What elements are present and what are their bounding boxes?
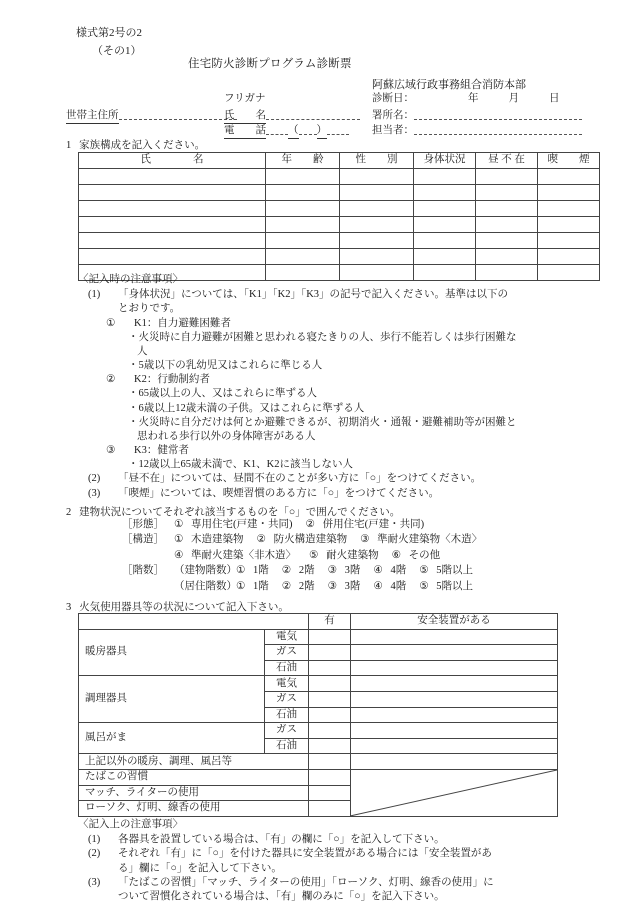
note-text: それぞれ「有」に「○」を付けた器具に安全装置がある場合には「安全装置があ: [118, 848, 492, 860]
option-marker: ⑥: [391, 549, 402, 561]
notes1-body: [66, 288, 622, 501]
note-subitem-marker: ①: [106, 317, 116, 329]
option-marker: ①: [174, 519, 184, 530]
family-cell[interactable]: [414, 169, 476, 185]
option-marker: ④: [174, 549, 184, 561]
building-option[interactable]: [174, 534, 244, 545]
table-row: [79, 249, 600, 265]
family-table-body: [79, 169, 600, 281]
note-item: [66, 288, 622, 302]
building-option[interactable]: [328, 581, 361, 592]
family-cell[interactable]: [340, 217, 414, 233]
equip-fuel-label: 電気: [265, 629, 309, 645]
family-cell[interactable]: [414, 217, 476, 233]
equip-safety-cell[interactable]: [351, 723, 558, 739]
option-label: 3階: [344, 580, 361, 592]
note-text: 「たばこの習慣」「マッチ、ライターの使用」「ローソク、灯明、線香の使用」に: [118, 876, 494, 888]
family-cell[interactable]: [266, 217, 340, 233]
equip-has-cell[interactable]: [309, 801, 351, 817]
household-address-row: [66, 108, 237, 124]
section2-heading-text: 建物状況についてそれぞれ該当するものを「○」で囲んでください。: [79, 507, 401, 518]
family-cell[interactable]: [266, 249, 340, 265]
option-label: 2階: [298, 565, 315, 577]
family-cell[interactable]: [414, 233, 476, 249]
equip-safety-cell[interactable]: [351, 676, 558, 692]
note-number: (1): [88, 834, 101, 846]
building-option-category: ［構造］: [122, 534, 164, 546]
equip-group-label: 暖房器具: [79, 629, 265, 676]
building-option[interactable]: [419, 581, 473, 592]
option-label: 5階以上: [436, 580, 473, 592]
equip-fuel-label: ガス: [265, 691, 309, 707]
note-bullet: ・6歳以上12歳未満の子供。又はこれらに準ずる人: [128, 402, 365, 414]
family-cell[interactable]: [476, 185, 538, 201]
family-cell[interactable]: [79, 217, 266, 233]
staff-input[interactable]: [414, 123, 582, 135]
option-label: 専用住宅(戸建・共同): [191, 519, 293, 530]
option-marker: ④: [373, 580, 383, 592]
family-cell[interactable]: [340, 185, 414, 201]
equip-has-cell[interactable]: [309, 769, 351, 785]
option-label: 5階以上: [436, 565, 473, 577]
col-header-health: 身体状況: [414, 153, 476, 169]
table-row: [79, 676, 558, 692]
equip-has-cell[interactable]: [309, 645, 351, 661]
note-number: (2): [88, 473, 101, 485]
equip-safety-not-applicable: [351, 769, 558, 816]
family-cell[interactable]: [79, 249, 266, 265]
note-subitem-text: K3：健常者: [134, 445, 189, 457]
name-row: [224, 108, 360, 124]
section2-number: 2: [66, 507, 72, 518]
note-text: 「昼不在」については、昼間不在のことが多い方に「○」をつけてください。: [118, 473, 482, 485]
option-label: 木造建築物: [191, 534, 244, 546]
option-marker: ②: [305, 519, 315, 530]
furigana-label: フリガナ: [224, 93, 266, 104]
family-cell[interactable]: [79, 169, 266, 185]
telephone-input-1[interactable]: [266, 123, 288, 135]
station-name-input[interactable]: [414, 108, 582, 120]
building-option[interactable]: [360, 534, 482, 545]
col-header-name: 氏 名: [79, 153, 266, 169]
building-option[interactable]: [236, 565, 269, 576]
telephone-input-2[interactable]: [299, 123, 317, 135]
equip-has-cell[interactable]: [309, 691, 351, 707]
family-cell[interactable]: [538, 169, 600, 185]
section1-notes: [66, 273, 622, 501]
equip-has-cell[interactable]: [309, 707, 351, 723]
building-option-subcategory: （居住階数）: [174, 580, 237, 592]
family-cell[interactable]: [414, 201, 476, 217]
note-bullet-continuation: 思われる歩行以外の身体障害がある人: [137, 430, 316, 442]
family-cell[interactable]: [414, 249, 476, 265]
building-option[interactable]: [236, 581, 269, 592]
equip-has-cell[interactable]: [309, 629, 351, 645]
note-text: 「喫煙」については、喫煙習慣のある方に「○」をつけてください。: [118, 487, 440, 499]
section1-heading-text: 家族構成を記入ください。: [79, 140, 206, 151]
equip-fuel-label: ガス: [265, 723, 309, 739]
option-label: 3階: [344, 565, 361, 577]
section3-heading-text: 火気使用器具等の状況について記入下さい。: [79, 602, 289, 613]
notes2-title: 〈記入上の注意事項〉: [78, 819, 183, 830]
option-label: 1階: [253, 565, 269, 577]
building-option[interactable]: [174, 519, 293, 530]
family-cell[interactable]: [340, 169, 414, 185]
tel-paren-close: ）: [317, 124, 328, 139]
diagnosis-date-label: 診断日：: [372, 93, 414, 104]
building-option[interactable]: [174, 550, 296, 561]
telephone-input-3[interactable]: [327, 123, 349, 135]
table-row: [79, 754, 558, 770]
note-number: (3): [88, 487, 101, 499]
building-option[interactable]: [373, 581, 406, 592]
family-cell[interactable]: [476, 249, 538, 265]
building-option[interactable]: [282, 581, 315, 592]
table-row: [79, 723, 558, 739]
note-subitem-text: K1：自力避難困難者: [134, 317, 231, 329]
equip-item-label: ローソク、灯明、線香の使用: [79, 801, 309, 817]
note-subitem-text: K2：行動制約者: [134, 374, 210, 386]
note-item: [66, 487, 622, 501]
family-cell[interactable]: [476, 201, 538, 217]
family-composition-table: [78, 152, 600, 281]
note-subitem: [66, 317, 622, 331]
note-bullet: ・65歳以上の人、又はこれらに準ずる人: [128, 388, 317, 400]
note-item: [66, 833, 622, 847]
equip-fuel-label: 石油: [265, 738, 309, 754]
family-cell[interactable]: [538, 185, 600, 201]
table-row: [79, 185, 600, 201]
equip-group-label: 風呂がま: [79, 723, 265, 754]
fire-equipment-table-body: [79, 614, 558, 817]
option-label: 2階: [298, 580, 315, 592]
note-bullet: ・12歳以上65歳未満で、K1、K2に該当しない人: [128, 459, 353, 471]
equip-safety-cell[interactable]: [351, 660, 558, 676]
table-row: [79, 769, 558, 785]
col-header-age: 年 齢: [266, 153, 340, 169]
option-marker: ②: [281, 565, 292, 577]
equip-safety-cell[interactable]: [351, 738, 558, 754]
equip-safety-cell[interactable]: [351, 629, 558, 645]
telephone-row: [224, 123, 349, 139]
equip-safety-cell[interactable]: [351, 645, 558, 661]
building-option-category: ［形態］: [122, 519, 164, 530]
equip-safety-cell[interactable]: [351, 707, 558, 723]
equip-has-cell[interactable]: [309, 723, 351, 739]
family-cell[interactable]: [266, 233, 340, 249]
option-marker: ③: [327, 565, 338, 577]
day-label: 日: [549, 93, 560, 104]
table-row: [79, 217, 600, 233]
name-input[interactable]: [266, 108, 360, 120]
equip-fuel-label: 石油: [265, 707, 309, 723]
family-cell[interactable]: [538, 201, 600, 217]
family-cell[interactable]: [340, 233, 414, 249]
family-cell[interactable]: [79, 233, 266, 249]
building-option-row: [66, 580, 495, 595]
note-number: (2): [88, 848, 101, 860]
notes1-title: 〈記入時の注意事項〉: [78, 274, 183, 285]
notes2-body: [66, 833, 622, 904]
option-label: 1階: [253, 580, 269, 592]
family-cell[interactable]: [79, 185, 266, 201]
table-row: [79, 233, 600, 249]
option-marker: ②: [256, 534, 266, 546]
station-name-label: 署所名：: [372, 110, 414, 121]
equip-fuel-label: 石油: [265, 660, 309, 676]
option-marker: ①: [174, 534, 184, 546]
equip-fuel-label: ガス: [265, 645, 309, 661]
option-marker: ④: [373, 565, 383, 577]
family-cell[interactable]: [340, 249, 414, 265]
building-option[interactable]: [309, 550, 379, 561]
staff-row: [372, 123, 582, 138]
equip-safety-cell[interactable]: [351, 691, 558, 707]
note-item: [66, 876, 622, 890]
equip-header-safety: 安全装置がある: [351, 614, 558, 630]
equip-header-has: 有: [309, 614, 351, 630]
equip-header-blank: [79, 614, 309, 630]
family-cell[interactable]: [414, 185, 476, 201]
diagnosis-date-row: [372, 92, 560, 106]
family-cell[interactable]: [79, 201, 266, 217]
equip-header-row: [79, 614, 558, 630]
equip-has-cell[interactable]: [309, 676, 351, 692]
building-option[interactable]: [419, 565, 473, 576]
family-cell[interactable]: [266, 169, 340, 185]
form-sub-number: （その1）: [92, 45, 142, 57]
section3-notes: [66, 818, 622, 904]
col-header-sex: 性 別: [340, 153, 414, 169]
option-label: 併用住宅(戸建・共同): [322, 519, 425, 530]
household-address-input[interactable]: [119, 108, 237, 120]
diagonal-strike-icon: [351, 770, 557, 816]
note-continuation: る」欄に「○」を記入して下さい。: [118, 862, 282, 874]
organization-name: 阿蘇広域行政事務組合消防本部: [372, 79, 526, 91]
household-address-label: 世帯主住所: [66, 109, 119, 124]
note-item: [66, 472, 622, 486]
option-marker: ①: [236, 580, 246, 592]
equip-item-label: マッチ、ライターの使用: [79, 785, 309, 801]
note-subitem-marker: ②: [106, 374, 116, 386]
building-status-options: [66, 518, 495, 595]
year-label: 年: [468, 93, 479, 104]
equip-fuel-label: 電気: [265, 676, 309, 692]
family-cell[interactable]: [476, 233, 538, 249]
building-option[interactable]: [392, 550, 441, 561]
building-option[interactable]: [282, 565, 315, 576]
option-label: 耐火建築物: [326, 549, 379, 561]
tel-paren-open: （: [288, 124, 299, 139]
building-option-row: [66, 533, 495, 548]
equip-group-label: 調理器具: [79, 676, 265, 723]
building-option-category: ［階数］: [122, 565, 164, 577]
option-marker: ②: [281, 580, 292, 592]
family-cell[interactable]: [340, 201, 414, 217]
note-bullet-continuation: 人: [137, 345, 148, 357]
family-cell[interactable]: [538, 233, 600, 249]
note-number: (1): [88, 289, 101, 301]
equip-safety-cell[interactable]: [351, 754, 558, 770]
family-cell[interactable]: [476, 217, 538, 233]
building-option[interactable]: [257, 534, 348, 545]
note-bullet: ・火災時に自分だけは何とか避難できるが、初期消火・通報・避難補助等が困難と: [128, 416, 517, 428]
building-option[interactable]: [328, 565, 361, 576]
table-row: [79, 629, 558, 645]
col-header-absent: 昼 不 在: [476, 153, 538, 169]
form-number: 様式第2号の2: [76, 27, 142, 39]
note-text: 各器具を設置している場合は、「有」の欄に「○」を記入して下さい。: [118, 834, 445, 846]
fire-equipment-table: [78, 613, 558, 817]
option-marker: ⑤: [309, 549, 319, 561]
station-name-row: [372, 108, 582, 123]
option-label: その他: [408, 549, 441, 561]
equip-has-cell[interactable]: [309, 754, 351, 770]
building-option-subcategory: （建物階数）: [174, 565, 237, 577]
equip-item-label: たばこの習慣: [79, 769, 309, 785]
month-label: 月: [508, 93, 519, 104]
family-cell[interactable]: [476, 169, 538, 185]
family-table-header-row: [79, 153, 600, 169]
option-label: 防火構造建築物: [273, 534, 348, 546]
note-number: (3): [88, 876, 101, 888]
note-bullet: ・5歳以下の乳幼児又はこれらに準じる人: [128, 360, 323, 372]
building-option-row: [66, 518, 495, 533]
equip-has-cell[interactable]: [309, 660, 351, 676]
col-header-smoke: 喫 煙: [538, 153, 600, 169]
building-option[interactable]: [373, 565, 406, 576]
option-marker: ③: [360, 534, 370, 546]
option-marker: ⑤: [419, 580, 429, 592]
note-subitem: [66, 373, 622, 387]
note-subitem: [66, 444, 622, 458]
note-text: 「身体状況」については、「K1」「K2」「K3」の記号で記入ください。基準は以下の: [118, 289, 509, 301]
staff-label: 担当者：: [372, 125, 414, 136]
family-cell[interactable]: [266, 201, 340, 217]
equip-item-label: 上記以外の暖房、調理、風呂等: [79, 754, 309, 770]
note-item: [66, 847, 622, 861]
section1-number: 1: [66, 140, 72, 151]
option-marker: ③: [327, 580, 338, 592]
family-cell[interactable]: [266, 185, 340, 201]
document-title: 住宅防火診断プログラム診断票: [188, 58, 352, 70]
option-label: 4階: [390, 580, 407, 592]
option-label: 4階: [390, 565, 407, 577]
note-subitem-marker: ③: [106, 445, 116, 457]
name-label: 氏 名: [224, 109, 266, 124]
table-row: [79, 169, 600, 185]
family-cell[interactable]: [538, 217, 600, 233]
option-label: 準耐火建築物〈木造〉: [377, 534, 483, 546]
family-cell[interactable]: [538, 249, 600, 265]
note-bullet: ・火災時に自力避難が困難と思われる寝たきりの人、歩行不能若しくは歩行困難な: [128, 331, 517, 343]
equip-has-cell[interactable]: [309, 738, 351, 754]
option-label: 準耐火建築〈非木造〉: [191, 549, 297, 561]
telephone-label: 電 話: [224, 124, 266, 139]
option-marker: ①: [236, 565, 246, 577]
equip-has-cell[interactable]: [309, 785, 351, 801]
section3-number: 3: [66, 602, 72, 613]
option-marker: ⑤: [419, 565, 429, 577]
table-row: [79, 201, 600, 217]
building-option-row: [66, 549, 495, 564]
note-continuation: とおりです。: [118, 303, 181, 315]
building-option[interactable]: [306, 519, 425, 530]
building-option-row: [66, 564, 495, 579]
note-continuation: ついて習慣化されている場合は、「有」欄のみに「○」を記入下さい。: [118, 890, 445, 902]
